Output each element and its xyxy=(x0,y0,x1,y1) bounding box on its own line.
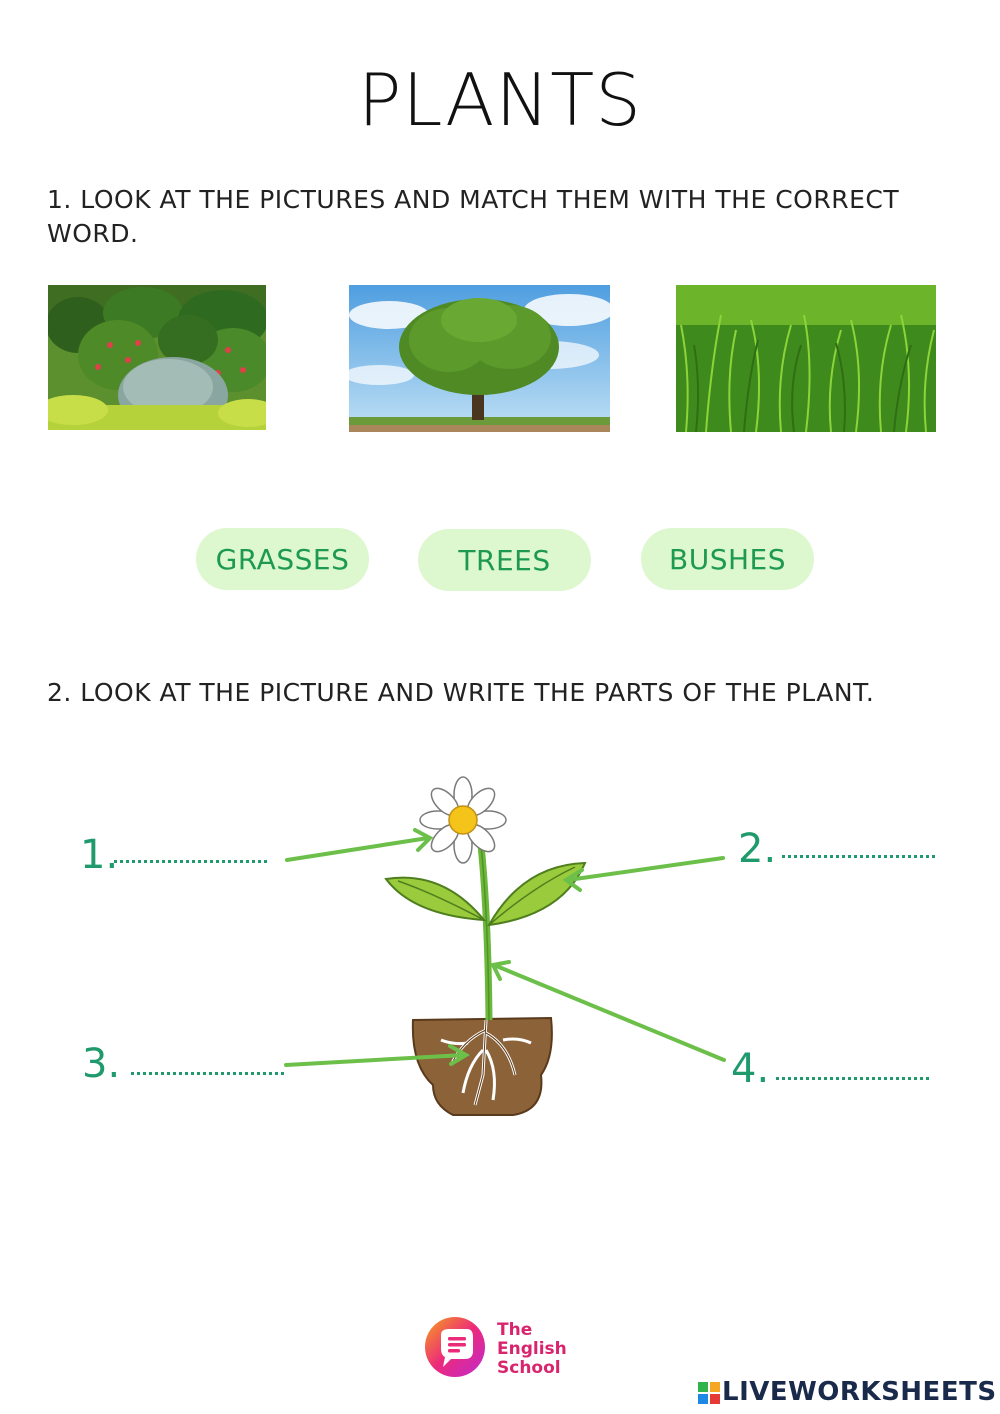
english-school-logo-icon xyxy=(423,1315,487,1379)
label-1-answer-line[interactable] xyxy=(114,860,267,863)
word-trees[interactable]: TREES xyxy=(418,529,591,591)
label-1-number: 1. xyxy=(80,832,119,878)
word-bushes[interactable]: BUSHES xyxy=(641,528,814,590)
logo-line-2: English xyxy=(497,1339,567,1359)
label-3-answer-line[interactable] xyxy=(131,1072,284,1075)
liveworksheets-brand[interactable]: LIVEWORKSHEETS xyxy=(722,1377,997,1407)
word-grasses[interactable]: GRASSES xyxy=(196,528,369,590)
english-school-logo-text xyxy=(497,1321,567,1378)
logo-line-3: School xyxy=(497,1358,561,1378)
label-4-answer-line[interactable] xyxy=(776,1077,929,1080)
page-title: PLANTS xyxy=(358,58,642,142)
liveworksheets-logo-icon xyxy=(698,1382,720,1404)
label-3-number: 3. xyxy=(82,1041,121,1087)
exercise-1-instruction-line1: 1. LOOK AT THE PICTURES AND MATCH THEM WITH THE CORRECT xyxy=(47,185,900,214)
label-2-answer-line[interactable] xyxy=(782,855,935,858)
logo-line-1: The xyxy=(497,1320,533,1340)
exercise-1-instruction-line2: WORD. xyxy=(47,219,139,248)
exercise-2-instruction: 2. LOOK AT THE PICTURE AND WRITE THE PARTS OF THE PLANT. xyxy=(47,678,875,707)
label-4-number: 4. xyxy=(731,1046,770,1092)
label-2-number: 2. xyxy=(738,826,777,872)
